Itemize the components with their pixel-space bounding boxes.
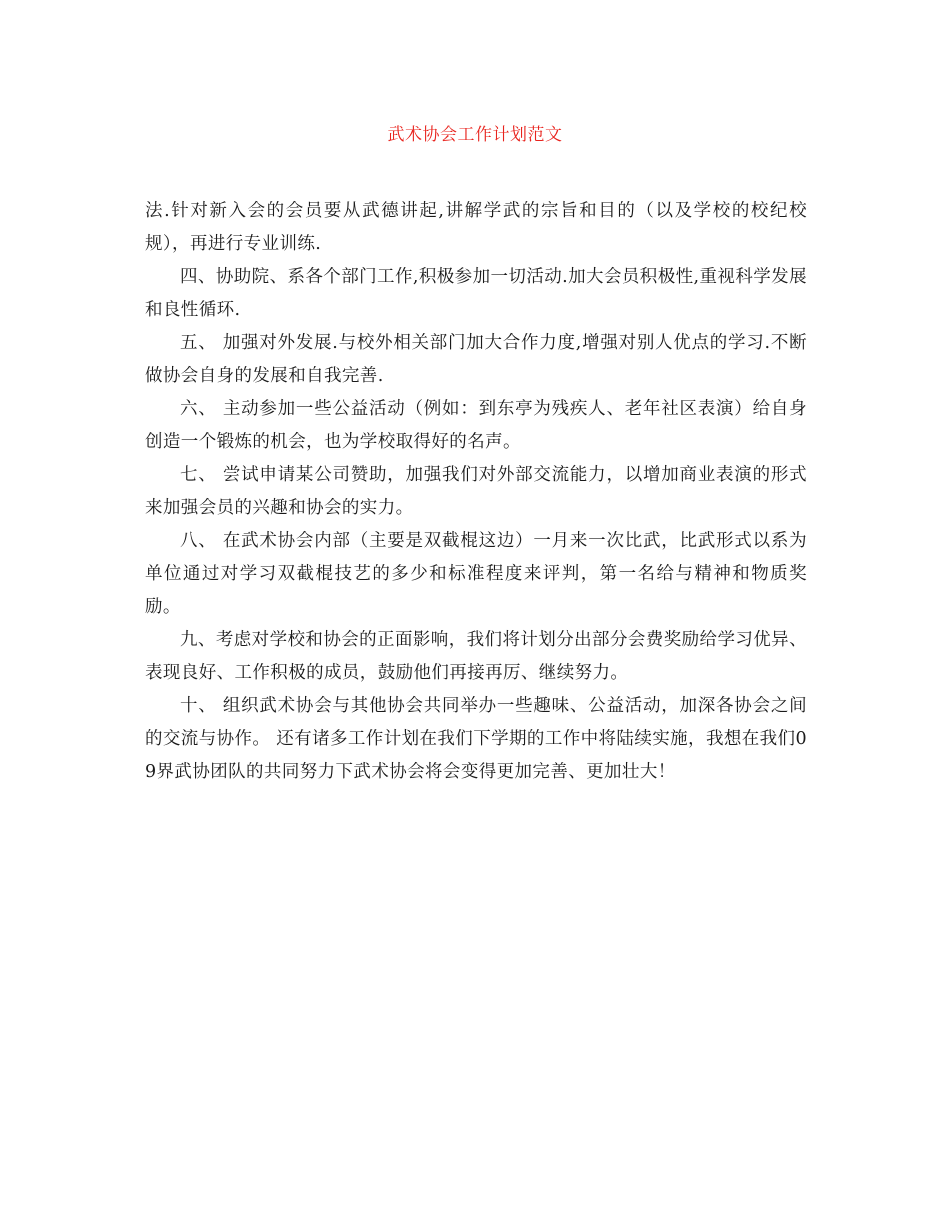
paragraph-continuation: 法.针对新入会的会员要从武德讲起,讲解学武的宗旨和目的（以及学校的校纪校规），再进行专业训练. bbox=[145, 201, 807, 254]
paragraph-item-6: 六、 主动参加一些公益活动（例如：到东亭为残疾人、老年社区表演）给自身创造一个锻炼的机会，也为学校取得好的名声。 bbox=[145, 399, 807, 452]
paragraph-item-5: 五、 加强对外发展.与校外相关部门加大合作力度,增强对别人优点的学习.不断做协会自身的发展和自我完善. bbox=[145, 333, 807, 386]
paragraph-item-9: 九、考虑对学校和协会的正面影响，我们将计划分出部分会费奖励给学习优异、表现良好、工作积极的成员，鼓励他们再接再厉、继续努力。 bbox=[145, 630, 807, 683]
paragraph-item-10: 十、 组织武术协会与其他协会共同举办一些趣味、公益活动，加深各协会之间的交流与协作。 还有诸多工作计划在我们下学期的工作中将陆续实施，我想在我们09界武协团队的共同努力下武术协会将会变得更加完善、更加壮大！ bbox=[145, 696, 807, 782]
document-body bbox=[145, 195, 807, 789]
document-title: 武术协会工作计划范文 bbox=[387, 125, 563, 145]
paragraph-item-4: 四、协助院、系各个部门工作,积极参加一切活动.加大会员积极性,重视科学发展和良性循环. bbox=[145, 267, 807, 320]
paragraph-item-8: 八、 在武术协会内部（主要是双截棍这边）一月来一次比武，比武形式以系为单位通过对学习双截棍技艺的多少和标准程度来评判，第一名给与精神和物质奖励。 bbox=[145, 531, 807, 617]
paragraph-item-7: 七、 尝试申请某公司赞助，加强我们对外部交流能力，以增加商业表演的形式来加强会员的兴趣和协会的实力。 bbox=[145, 465, 807, 518]
